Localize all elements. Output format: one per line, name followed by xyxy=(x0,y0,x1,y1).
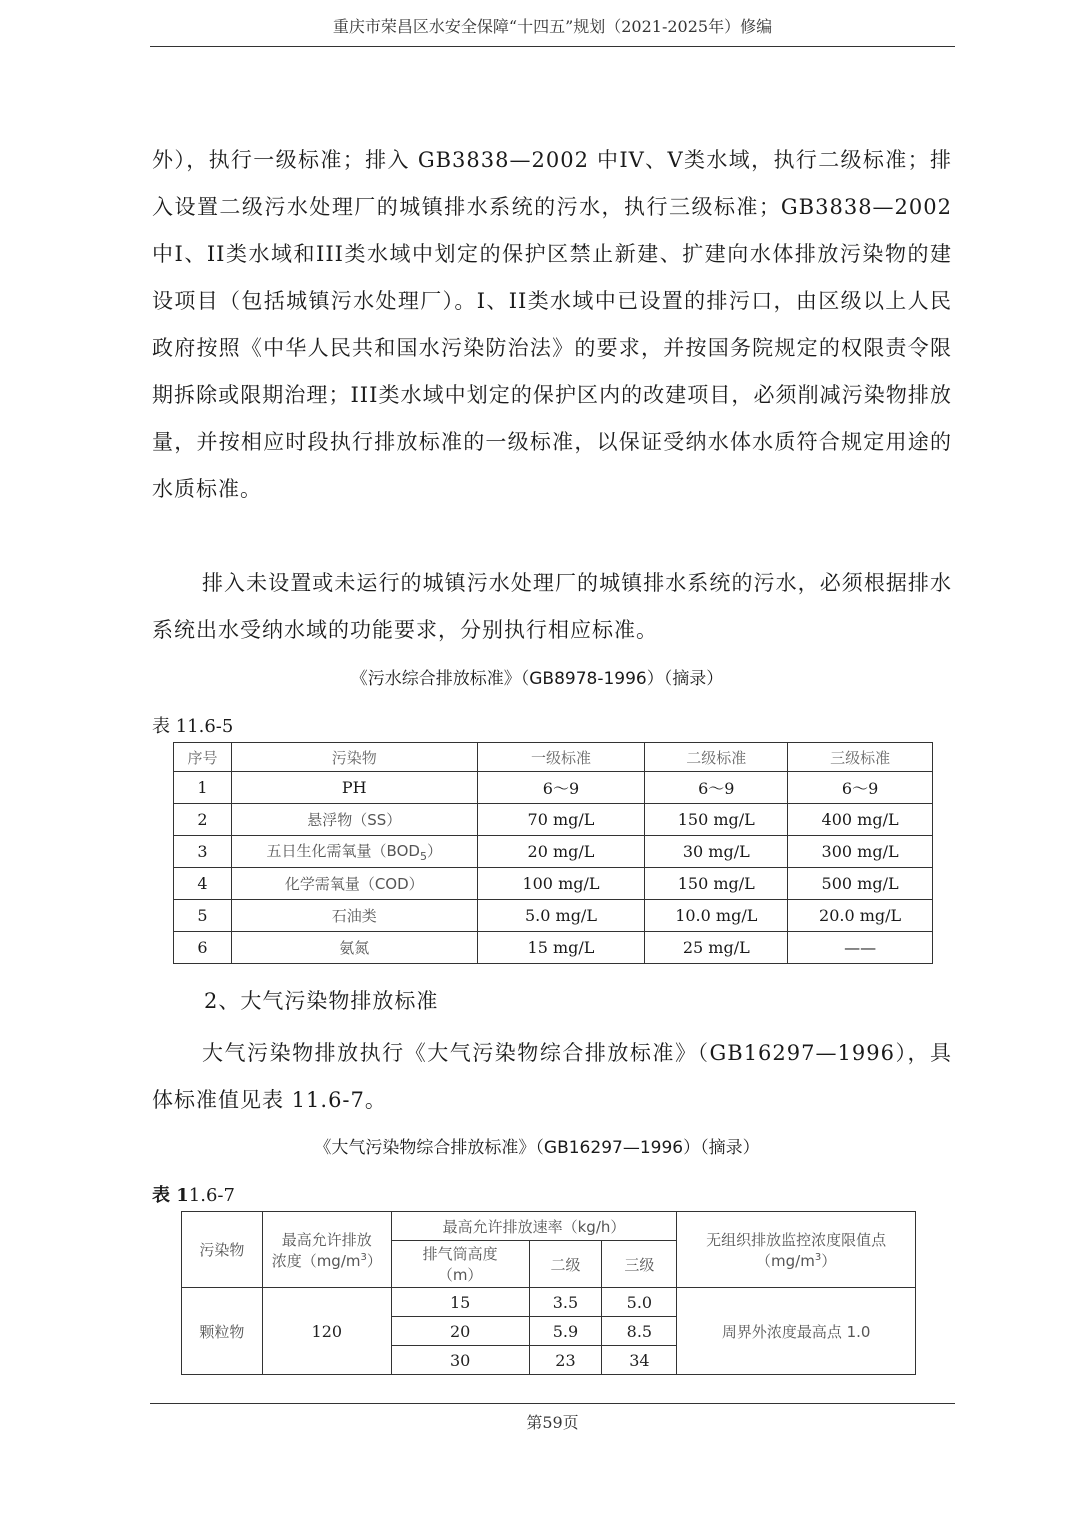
header-unorganized xyxy=(677,1212,916,1288)
table-row xyxy=(174,932,933,964)
cell-level2: 6～9 xyxy=(645,772,788,804)
cell-level2: 5.9 xyxy=(529,1317,602,1346)
header-unorg-line2: （mg/m xyxy=(756,1251,815,1270)
cell-pollutant: 颗粒物 xyxy=(182,1288,263,1375)
cell-level3: 500 mg/L xyxy=(788,868,933,900)
header-level1: 一级标准 xyxy=(477,743,645,772)
table-row xyxy=(174,900,933,932)
cell-level3: 34 xyxy=(602,1346,677,1375)
pollutant-name: 悬浮物（SS） xyxy=(307,811,402,829)
cell-level1: 6～9 xyxy=(477,772,645,804)
cell-no: 6 xyxy=(174,932,232,964)
cell-level3: 5.0 xyxy=(602,1288,677,1317)
header-unorg-line2-tail: ） xyxy=(821,1251,837,1270)
cell-level1: 100 mg/L xyxy=(477,868,645,900)
header-height-line1: 排气筒高度 xyxy=(422,1245,498,1263)
cell-level3: 300 mg/L xyxy=(788,836,933,868)
subscript: 5 xyxy=(419,850,427,863)
cell-level2: 10.0 mg/L xyxy=(645,900,788,932)
paragraph-1: 外），执行一级标准；排入 GB3838—2002 中IV、V类水域，执行二级标准；排入设置二级污水处理厂的城镇排水系统的污水，执行三级标准；GB3838—2002 中I、II类水域和III类水域中划定的保护区禁止新建、扩建向水体排放污染物的建设项目（包括城镇污水处理厂）。I、II类水域中已设置的排污口，由区级以上人民政府按照《中华人民共和国水污染防治法》的要求，并按国务院规定的权限责令限期拆除或限期治理；III类水域中划定的保护区内的改建项目，必须削减污染物排放量，并按相应时段执行排放标准的一级标准，以保证受纳水体水质符合规定用途的水质标准。 xyxy=(152,148,952,501)
table2-label xyxy=(152,1181,235,1207)
page-number: 第59页 xyxy=(526,1413,579,1432)
cell-unorganized: 周界外浓度最高点 1.0 xyxy=(677,1288,916,1375)
table1-label: 表 11.6-5 xyxy=(152,716,234,737)
cell-pollutant xyxy=(231,836,477,868)
cell-level1: 15 mg/L xyxy=(477,932,645,964)
page-header: 重庆市荣昌区水安全保障“十四五”规划（2021-2025年）修编 xyxy=(332,17,773,36)
wastewater-standards-table xyxy=(173,742,933,964)
paragraph-2: 排入未设置或未运行的城镇污水处理厂的城镇排水系统的污水，必须根据排水系统出水受纳水域的功能要求，分别执行相应标准。 xyxy=(152,571,952,642)
cell-no: 5 xyxy=(174,900,232,932)
header-divider xyxy=(150,46,955,47)
pollutant-name: 化学需氧量（COD） xyxy=(284,875,424,893)
cell-level3: 20.0 mg/L xyxy=(788,900,933,932)
header-conc-line2-tail: ） xyxy=(366,1251,382,1270)
cell-height: 15 xyxy=(391,1288,529,1317)
cell-level1: 70 mg/L xyxy=(477,804,645,836)
cell-concentration: 120 xyxy=(262,1288,391,1375)
header-conc-line2: 浓度（mg/m xyxy=(271,1251,361,1270)
air-emission-standards-table xyxy=(181,1211,916,1375)
cell-level3: 6～9 xyxy=(788,772,933,804)
table-row xyxy=(174,836,933,868)
cell-pollutant xyxy=(231,932,477,964)
cell-level2: 150 mg/L xyxy=(645,868,788,900)
table1-title: 《污水综合排放标准》（GB8978-1996）（摘录） xyxy=(350,669,724,689)
header-level2: 二级标准 xyxy=(645,743,788,772)
footer-divider xyxy=(150,1403,955,1404)
header-stack-height xyxy=(391,1241,529,1288)
header-level3: 三级 xyxy=(602,1241,677,1288)
header-concentration xyxy=(262,1212,391,1288)
header-unorg-line1: 无组织排放监控浓度限值点 xyxy=(706,1230,887,1249)
superscript: 3 xyxy=(814,1251,822,1263)
paragraph-3: 大气污染物排放执行《大气污染物综合排放标准》（GB16297—1996），具体标准值见表 11.6-7。 xyxy=(152,1041,952,1112)
table2-label-bold: 表 1 xyxy=(152,1185,189,1206)
cell-pollutant xyxy=(231,804,477,836)
pollutant-name: 氨氮 xyxy=(339,939,370,957)
cell-no: 2 xyxy=(174,804,232,836)
pollutant-name: PH xyxy=(341,778,367,797)
cell-level2: 25 mg/L xyxy=(645,932,788,964)
header-no: 序号 xyxy=(174,743,232,772)
cell-no: 1 xyxy=(174,772,232,804)
cell-pollutant xyxy=(231,900,477,932)
cell-pollutant xyxy=(231,868,477,900)
cell-level2: 30 mg/L xyxy=(645,836,788,868)
cell-level3: 8.5 xyxy=(602,1317,677,1346)
header-level3: 三级标准 xyxy=(788,743,933,772)
cell-level1: 5.0 mg/L xyxy=(477,900,645,932)
cell-no: 3 xyxy=(174,836,232,868)
table-row xyxy=(174,804,933,836)
header-height-line2: （m） xyxy=(437,1266,483,1284)
section-heading: 2、大气污染物排放标准 xyxy=(204,989,439,1013)
table-row xyxy=(182,1288,916,1317)
cell-pollutant xyxy=(231,772,477,804)
header-conc-line1: 最高允许排放 xyxy=(281,1230,372,1249)
header-pollutant: 污染物 xyxy=(231,743,477,772)
header-pollutant: 污染物 xyxy=(182,1212,263,1288)
cell-level2: 23 xyxy=(529,1346,602,1375)
header-level2: 二级 xyxy=(529,1241,602,1288)
cell-height: 30 xyxy=(391,1346,529,1375)
cell-no: 4 xyxy=(174,868,232,900)
table2-title: 《大气污染物综合排放标准》（GB16297—1996）（摘录） xyxy=(314,1138,760,1158)
table-header-row xyxy=(182,1212,916,1241)
table-row xyxy=(174,868,933,900)
cell-level1: 20 mg/L xyxy=(477,836,645,868)
superscript: 3 xyxy=(360,1251,367,1263)
table-row xyxy=(174,772,933,804)
pollutant-name: 石油类 xyxy=(331,907,377,925)
table-header-row xyxy=(174,743,933,772)
pollutant-name-tail: ） xyxy=(426,842,442,860)
cell-level3: —— xyxy=(788,932,933,964)
cell-level2: 3.5 xyxy=(529,1288,602,1317)
cell-height: 20 xyxy=(391,1317,529,1346)
cell-level2: 150 mg/L xyxy=(645,804,788,836)
pollutant-name: 五日生化需氧量（BOD xyxy=(266,842,420,860)
cell-level3: 400 mg/L xyxy=(788,804,933,836)
table2-label-rest: 1.6-7 xyxy=(188,1185,235,1206)
header-rate: 最高允许排放速率（kg/h） xyxy=(391,1212,677,1241)
